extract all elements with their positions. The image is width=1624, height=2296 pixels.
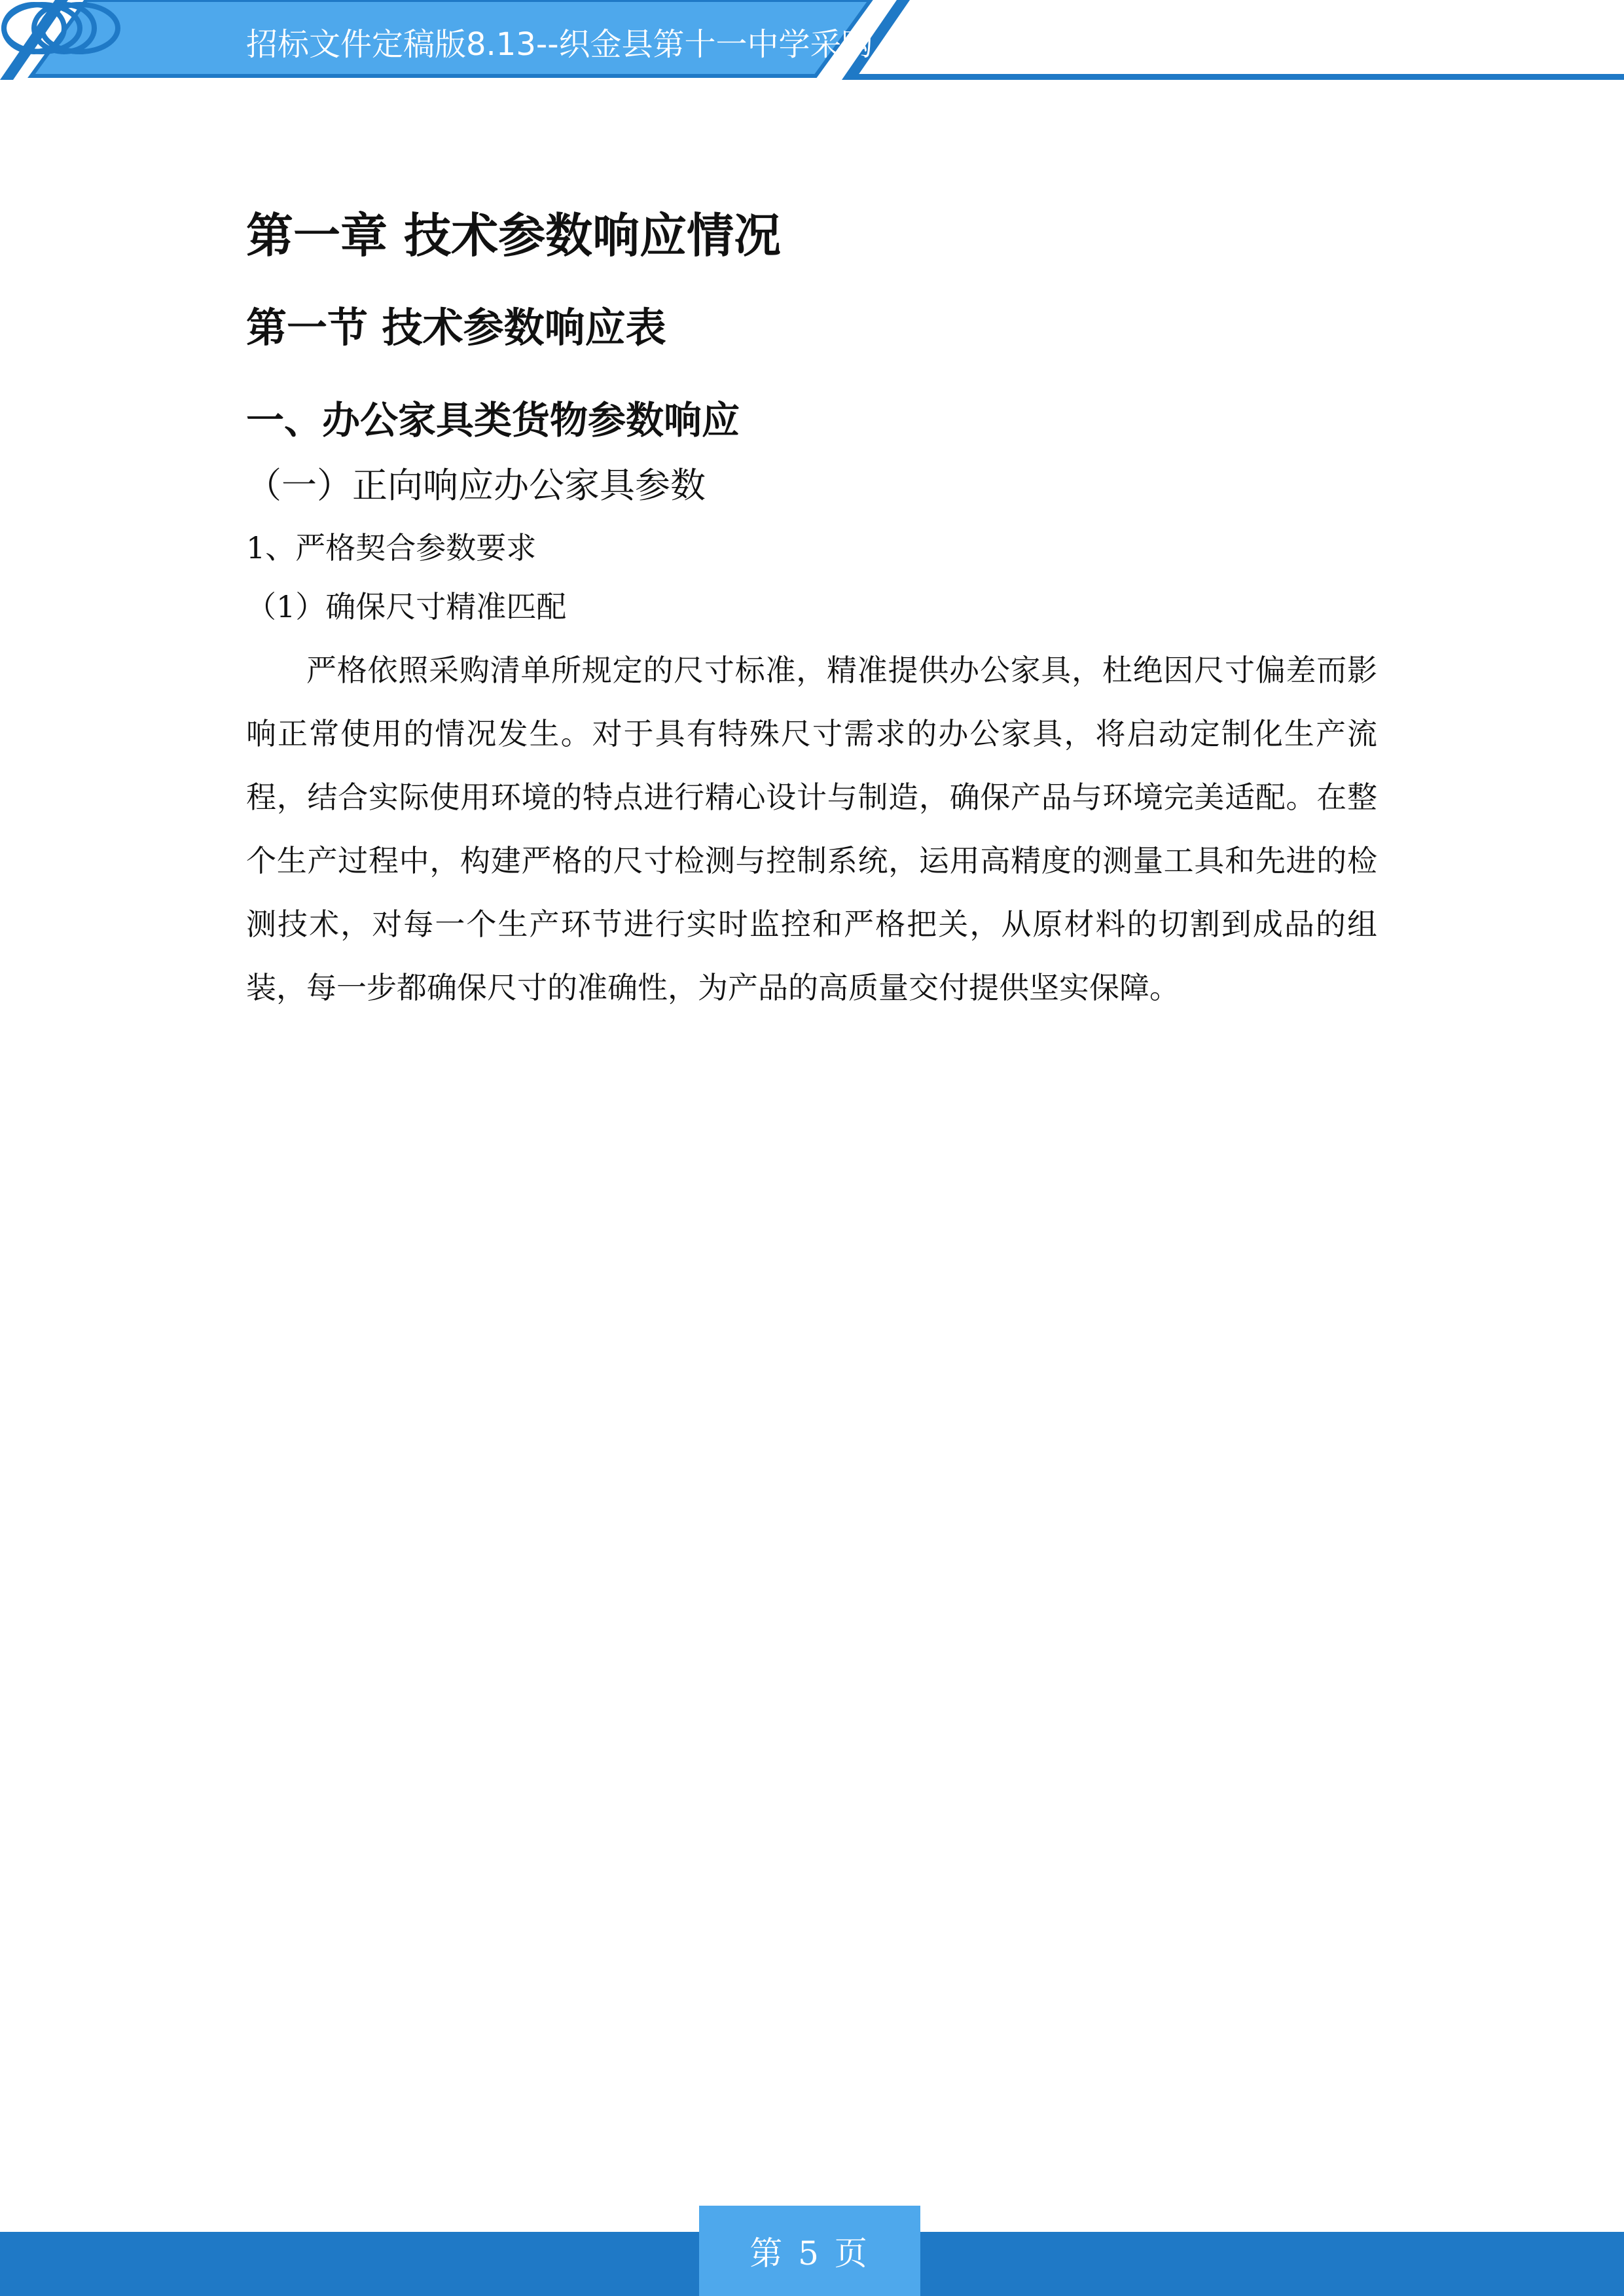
- document-body: [246, 196, 1377, 1020]
- body-paragraph: 严格依照采购清单所规定的尺寸标准，精准提供办公家具，杜绝因尺寸偏差而影响正常使用的情况发生。对于具有特殊尺寸需求的办公家具，将启动定制化生产流程，结合实际使用环境的特点进行精心设计与制造，确保产品与环境完美适配。在整个生产过程中，构建严格的尺寸检测与控制系统，运用高精度的测量工具和先进的检测技术，对每一个生产环节进行实时监控和严格把关，从原材料的切割到成品的组装，每一步都确保尺寸的准确性，为产品的高质量交付提供坚实保障。: [246, 653, 1377, 1005]
- page-number: 第 5 页: [699, 2206, 920, 2296]
- double-ring-logo-icon: [0, 0, 122, 56]
- page-header: [0, 0, 1624, 85]
- item-title: 1、严格契合参数要求: [246, 530, 537, 565]
- header-title: 招标文件定稿版8.13--织金县第十一中学采购: [246, 26, 873, 63]
- section-title: 第一节 技术参数响应表: [246, 304, 666, 351]
- subsubsection-title: （一）正向响应办公家具参数: [246, 465, 706, 506]
- subitem-title: （1）确保尺寸精准匹配: [246, 589, 567, 624]
- subsection-title: 一、办公家具类货物参数响应: [246, 398, 740, 442]
- chapter-title: 第一章 技术参数响应情况: [246, 208, 782, 263]
